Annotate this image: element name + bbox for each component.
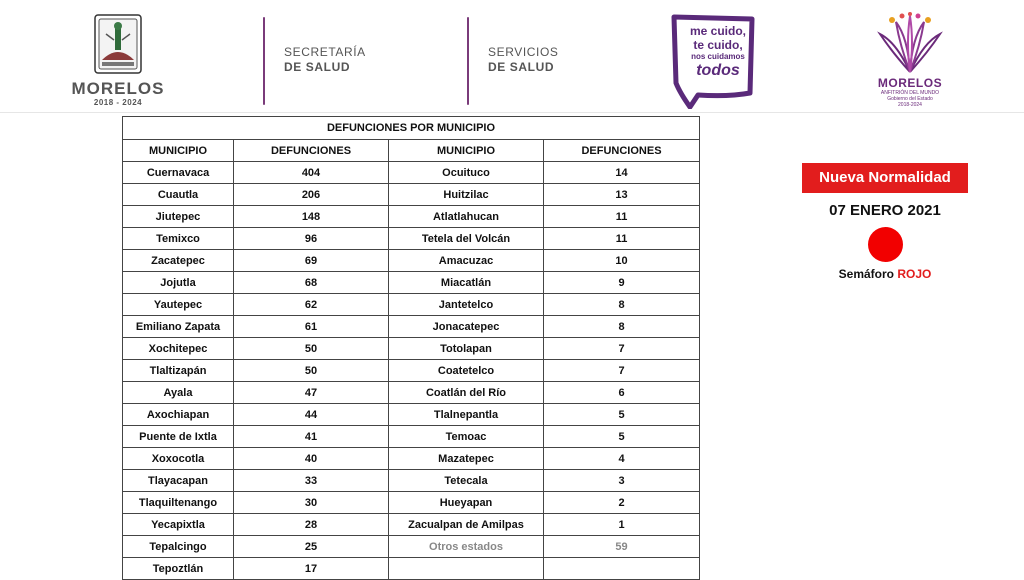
table-row xyxy=(123,294,700,316)
table-row xyxy=(123,404,700,426)
municipio-cell: Miacatlán xyxy=(389,272,544,294)
municipio-cell: Ayala xyxy=(123,382,234,404)
municipio-cell: Ocuituco xyxy=(389,162,544,184)
defunciones-cell xyxy=(544,558,700,580)
defunciones-cell: 5 xyxy=(544,404,700,426)
morelos-flower-logo-icon xyxy=(872,12,948,76)
defunciones-cell: 7 xyxy=(544,360,700,382)
defunciones-cell: 96 xyxy=(234,228,389,250)
municipio-cell: Coatlán del Río xyxy=(389,382,544,404)
municipio-cell: Coatetelco xyxy=(389,360,544,382)
defunciones-cell: 1 xyxy=(544,514,700,536)
municipio-cell: Emiliano Zapata xyxy=(123,316,234,338)
servicios-de-salud-label: SERVICIOS DE SALUD xyxy=(488,45,559,74)
table-row xyxy=(123,536,700,558)
municipio-cell: Cuautla xyxy=(123,184,234,206)
table-row xyxy=(123,338,700,360)
defunciones-cell: 33 xyxy=(234,470,389,492)
defunciones-cell: 47 xyxy=(234,382,389,404)
defunciones-cell: 148 xyxy=(234,206,389,228)
morelos-seal-icon xyxy=(94,14,142,74)
defunciones-cell: 40 xyxy=(234,448,389,470)
municipio-cell: Zacualpan de Amilpas xyxy=(389,514,544,536)
defunciones-cell: 44 xyxy=(234,404,389,426)
municipio-cell: Totolapan xyxy=(389,338,544,360)
defunciones-cell: 8 xyxy=(544,316,700,338)
table-row xyxy=(123,316,700,338)
table-row xyxy=(123,228,700,250)
defunciones-cell: 10 xyxy=(544,250,700,272)
table-row xyxy=(123,206,700,228)
table-row xyxy=(123,272,700,294)
defunciones-cell: 17 xyxy=(234,558,389,580)
table-row xyxy=(123,558,700,580)
municipio-cell xyxy=(389,558,544,580)
table-row xyxy=(123,360,700,382)
defunciones-cell: 206 xyxy=(234,184,389,206)
defunciones-cell: 3 xyxy=(544,470,700,492)
municipio-cell: Xoxocotla xyxy=(123,448,234,470)
column-header-municipio: MUNICIPIO xyxy=(123,140,234,162)
morelos-flower-title: MORELOS xyxy=(877,76,943,90)
municipio-cell: Otros estados xyxy=(389,536,544,558)
nueva-normalidad-banner: Nueva Normalidad xyxy=(802,163,968,193)
header-banner xyxy=(0,0,1024,113)
municipio-cell: Hueyapan xyxy=(389,492,544,514)
banner-divider xyxy=(0,112,1024,113)
defunciones-cell: 62 xyxy=(234,294,389,316)
header-divider xyxy=(263,17,265,105)
table-row xyxy=(123,492,700,514)
defunciones-cell: 41 xyxy=(234,426,389,448)
traffic-light-red-icon xyxy=(868,227,903,262)
defunciones-cell: 50 xyxy=(234,360,389,382)
defunciones-cell: 6 xyxy=(544,382,700,404)
header-divider xyxy=(467,17,469,105)
defunciones-cell: 28 xyxy=(234,514,389,536)
municipio-cell: Huitzilac xyxy=(389,184,544,206)
table-row xyxy=(123,162,700,184)
defunciones-cell: 7 xyxy=(544,338,700,360)
municipio-cell: Puente de Ixtla xyxy=(123,426,234,448)
defunciones-cell: 11 xyxy=(544,228,700,250)
column-header-defunciones: DEFUNCIONES xyxy=(234,140,389,162)
table-row xyxy=(123,184,700,206)
secretaria-de-salud-label: SECRETARÍA DE SALUD xyxy=(284,45,366,74)
municipio-cell: Zacatepec xyxy=(123,250,234,272)
morelos-wordmark: MORELOS xyxy=(71,79,165,98)
column-header-municipio: MUNICIPIO xyxy=(389,140,544,162)
table-row xyxy=(123,448,700,470)
municipio-cell: Yecapixtla xyxy=(123,514,234,536)
table-title: DEFUNCIONES POR MUNICIPIO xyxy=(123,117,700,140)
table-header-row xyxy=(123,140,700,162)
municipio-cell: Tepalcingo xyxy=(123,536,234,558)
morelos-years: 2018 - 2024 xyxy=(93,98,143,107)
municipio-cell: Tlalnepantla xyxy=(389,404,544,426)
municipio-cell: Mazatepec xyxy=(389,448,544,470)
municipio-cell: Tetecala xyxy=(389,470,544,492)
defunciones-cell: 69 xyxy=(234,250,389,272)
defunciones-cell: 59 xyxy=(544,536,700,558)
semaforo-status: Semáforo ROJO xyxy=(838,267,932,281)
table-row xyxy=(123,426,700,448)
me-cuido-badge-text: me cuido, te cuido, nos cuidamos todos xyxy=(689,24,746,79)
municipio-cell: Tlaltizapán xyxy=(123,360,234,382)
municipio-cell: Axochiapan xyxy=(123,404,234,426)
column-header-defunciones: DEFUNCIONES xyxy=(544,140,700,162)
municipio-cell: Tepoztlán xyxy=(123,558,234,580)
municipio-cell: Jojutla xyxy=(123,272,234,294)
municipio-cell: Temoac xyxy=(389,426,544,448)
table-row xyxy=(123,470,700,492)
defunciones-cell: 2 xyxy=(544,492,700,514)
defunciones-cell: 404 xyxy=(234,162,389,184)
municipio-cell: Tlaquiltenango xyxy=(123,492,234,514)
municipio-cell: Jantetelco xyxy=(389,294,544,316)
table-row xyxy=(123,514,700,536)
municipio-cell: Atlatlahucan xyxy=(389,206,544,228)
table-row xyxy=(123,382,700,404)
defunciones-cell: 30 xyxy=(234,492,389,514)
deaths-by-municipality-table xyxy=(122,116,700,580)
defunciones-cell: 11 xyxy=(544,206,700,228)
defunciones-cell: 61 xyxy=(234,316,389,338)
municipio-cell: Amacuzac xyxy=(389,250,544,272)
report-date: 07 ENERO 2021 xyxy=(829,202,941,219)
municipio-cell: Tetela del Volcán xyxy=(389,228,544,250)
defunciones-cell: 14 xyxy=(544,162,700,184)
municipio-cell: Cuernavaca xyxy=(123,162,234,184)
defunciones-cell: 4 xyxy=(544,448,700,470)
morelos-flower-subtitle: ANFITRIÓN DEL MUNDO Gobierno del Estado 2018-2024 xyxy=(880,90,940,108)
defunciones-cell: 8 xyxy=(544,294,700,316)
municipio-cell: Yautepec xyxy=(123,294,234,316)
municipio-cell: Jonacatepec xyxy=(389,316,544,338)
municipio-cell: Xochitepec xyxy=(123,338,234,360)
municipio-cell: Temixco xyxy=(123,228,234,250)
defunciones-cell: 68 xyxy=(234,272,389,294)
defunciones-cell: 13 xyxy=(544,184,700,206)
defunciones-cell: 5 xyxy=(544,426,700,448)
table-row xyxy=(123,250,700,272)
municipio-cell: Jiutepec xyxy=(123,206,234,228)
defunciones-cell: 50 xyxy=(234,338,389,360)
municipio-cell: Tlayacapan xyxy=(123,470,234,492)
defunciones-cell: 25 xyxy=(234,536,389,558)
defunciones-cell: 9 xyxy=(544,272,700,294)
table-title-row xyxy=(123,117,700,140)
